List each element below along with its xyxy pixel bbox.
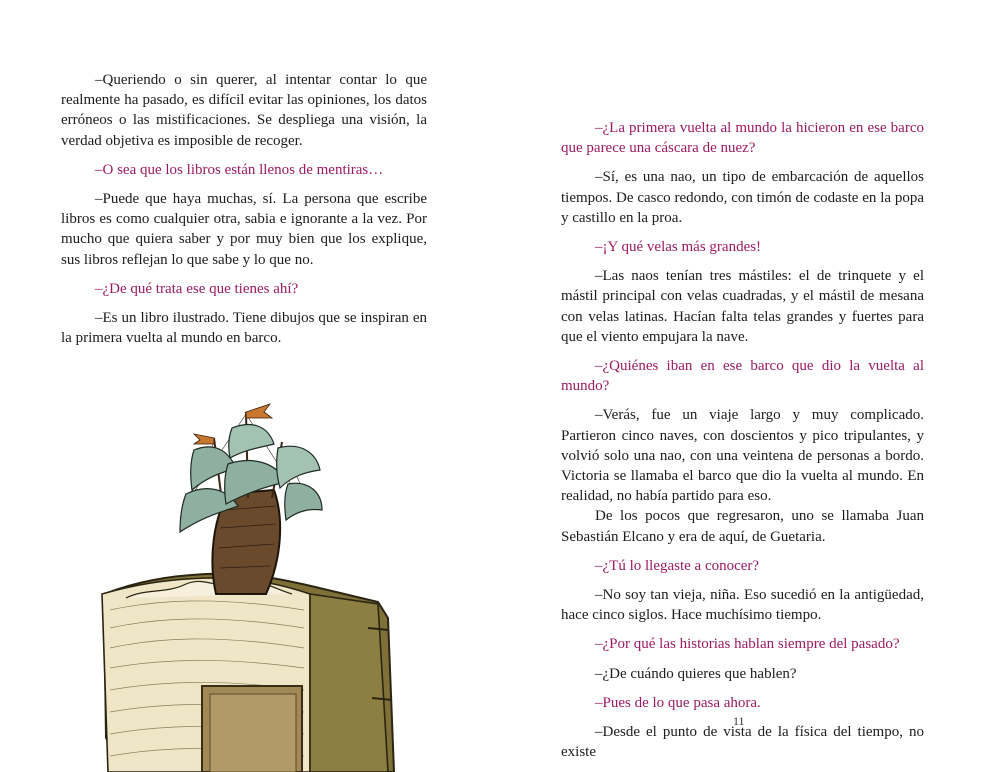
paragraph: –Es un libro ilustrado. Tiene dibujos que se inspiran en la primera vuelta al mundo en barco. xyxy=(61,310,427,347)
dialogue-line-child: –¿De qué trata ese que tienes ahí? xyxy=(95,280,299,297)
paragraph: –No soy tan vieja, niña. Eso sucedió en la antigüedad, hace cinco siglos. Hace muchísimo tiempo. xyxy=(561,587,924,624)
dialogue-line-child: –¡Y qué velas más grandes! xyxy=(595,239,762,256)
right-page xyxy=(493,0,986,772)
paragraph: –Desde el punto de vista de la física del tiempo, no existe xyxy=(561,724,924,761)
ship-book-illustration xyxy=(96,398,396,772)
left-text-column xyxy=(61,70,427,357)
dialogue-line-child: –¿La primera vuelta al mundo la hicieron en ese barco que parece una cáscara de nuez? xyxy=(561,120,924,157)
page-number: 11 xyxy=(733,714,745,728)
right-text-column xyxy=(561,118,924,762)
paragraph: –Puede que haya muchas, sí. La persona que escribe libros es como cualquier otra, sabia e ignorante a la vez. Por mucho que quiera saber y por muy bien que los explique, sus libros reflejan lo que sabe y lo que no. xyxy=(61,191,427,268)
paragraph: –Verás, fue un viaje largo y muy complicado. Partieron cinco naves, con doscientos y pico tripulantes, y volvió solo una nao, con una veintena de personas a bordo. Victoria se llamaba el barco que dio la vuelta al mundo. En realidad, no había partido para eso. xyxy=(561,407,924,505)
paragraph: –Las naos tenían tres mástiles: el de trinquete y el mástil principal con velas cuadradas, y el mástil de mesana con velas latinas. Hacían falta telas grandes y fuertes para que el viento empujara la nave. xyxy=(561,268,924,345)
ship-drawing xyxy=(180,404,322,594)
paragraph: –¿De cuándo quieres que hablen? xyxy=(595,665,797,682)
dialogue-line-child: –O sea que los libros están llenos de mentiras… xyxy=(95,161,384,178)
dialogue-line-child: –¿Por qué las historias hablan siempre del pasado? xyxy=(595,636,900,653)
paragraph: –Queriendo o sin querer, al intentar contar lo que realmente ha pasado, es difícil evitar las opiniones, los datos erróneos o las mistificaciones. Se despliega una visión, la verdad objetiva es imposible de recoger. xyxy=(61,72,427,149)
dialogue-line-child: –¿Quiénes iban en ese barco que dio la vuelta al mundo? xyxy=(561,358,924,395)
dialogue-line-child: –¿Tú lo llegaste a conocer? xyxy=(595,557,760,574)
book-drawing xyxy=(102,574,394,772)
paragraph: De los pocos que regresaron, uno se llamaba Juan Sebastián Elcano y era de aquí, de Guetaria. xyxy=(561,508,924,545)
paragraph: –Sí, es una nao, un tipo de embarcación de aquellos tiempos. De casco redondo, con timón de codaste en la popa y castillo en la proa. xyxy=(561,169,924,226)
dialogue-line-child: –Pues de lo que pasa ahora. xyxy=(595,694,761,711)
